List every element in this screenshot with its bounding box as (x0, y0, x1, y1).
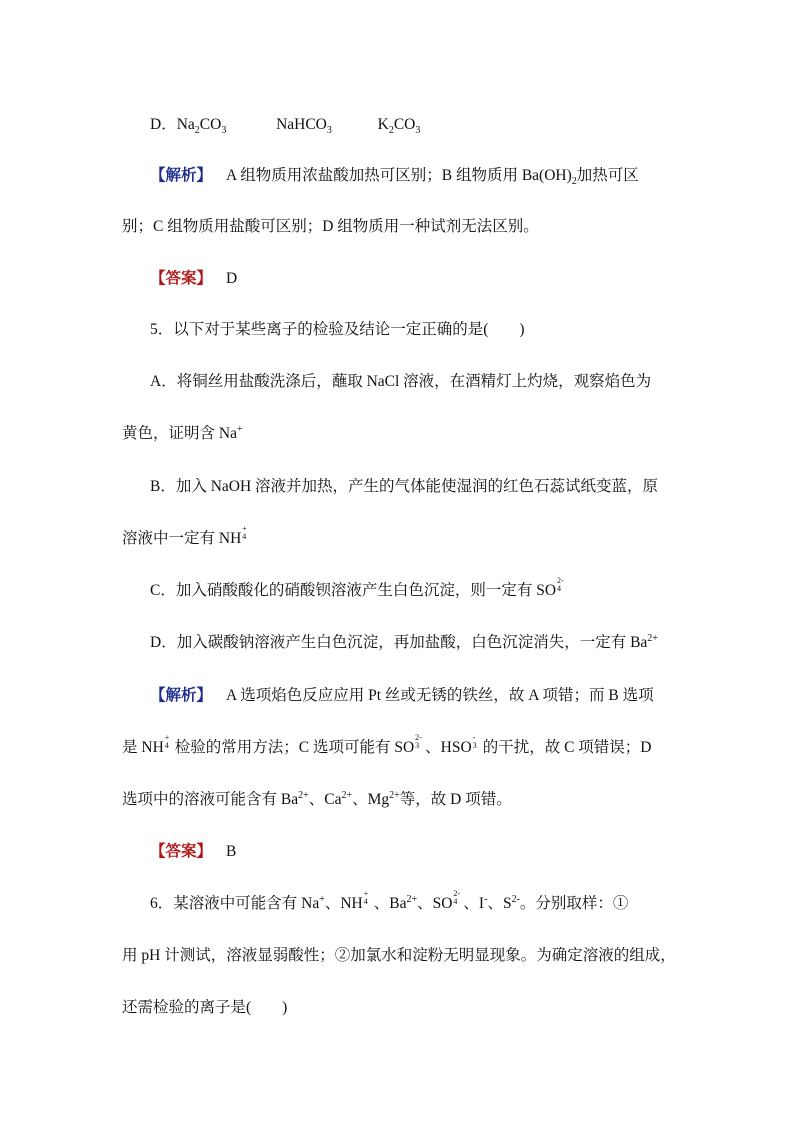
ion-charge-stack: 2- 4 (453, 889, 461, 906)
q5-analysis-line-1: 【解析】 A 选项焰色反应应用 Pt 丝或无锈的铁丝，故 A 项错；而 B 选项 (150, 687, 654, 704)
answer-tag: 【答案】 (150, 843, 213, 860)
answer-value: D (226, 270, 238, 287)
q6-stem-line-2: 用 pH 计测试，溶液显弱酸性；②加氯水和淀粉无明显现象。为确定溶液的组成， (122, 947, 676, 964)
q5-option-a-line-2: 黄色，证明含 Na+ (122, 423, 243, 442)
answer-tag: 【答案】 (150, 270, 213, 287)
q6-stem-line-3: 还需检验的离子是( ) (122, 999, 288, 1016)
q4-analysis-line-2: 别；C 组物质用盐酸可区别；D 组物质用一种试剂无法区别。 (122, 218, 539, 235)
q4-analysis-line-1: 【解析】 A 组物质用浓盐酸加热可区别；B 组物质用 $Ba(OH)_2$加热可区 (150, 167, 639, 188)
q5-option-c: C．加入硝酸酸化的硝酸钡溶液产生白色沉淀，则一定有 SO 2- 4 (150, 581, 567, 601)
analysis-tag: 【解析】 (150, 167, 213, 184)
ion-charge-stack: + 4 (164, 733, 170, 750)
q5-stem: 5．以下对于某些离子的检验及结论一定正确的是( ) (150, 321, 525, 338)
q4-option-d: D．$Na_2CO_3$ NaHCO$_3$ $K_2CO_3$ (150, 116, 421, 137)
q4-answer (150, 269, 237, 289)
q5-analysis-line-3: 选项中的溶液可能含有 $Ba^{2+}$、$Ca^{2+}$、$Mg^{2+}$等，故 D 项错。 (122, 789, 512, 808)
q5-option-b-line-2: 溶液中一定有 NH + 4 (122, 529, 252, 549)
ion-charge-stack: + 4 (363, 889, 369, 906)
q5-option-b-line-1: B．加入 NaOH 溶液并加热，产生的气体能使湿润的红色石蕊试纸变蓝，原 (150, 478, 659, 495)
ion-charge-stack: 2- 4 (557, 576, 564, 593)
analysis-tag: 【解析】 (150, 687, 213, 704)
q5-option-a-line-1: A．将铜丝用盐酸洗涤后，蘸取 NaCl 溶液，在酒精灯上灼烧，观察焰色为 (150, 373, 652, 390)
q5-answer (150, 842, 236, 862)
q6-stem-line-1: 6．某溶液中可能含有 Na+、NH + 4 、$Ba^{2+}$、SO 2- 4 、I-、$S^{2-}$。分别取样：① (150, 889, 629, 912)
ion-charge-stack: + 4 (242, 524, 247, 541)
q5-option-d: D．加入碳酸钠溶液产生白色沉淀，再加盐酸，白色沉淀消失，一定有 $Ba^{2+}$ (150, 632, 658, 651)
q5-analysis-line-2: 是 NH + 4 检验的常用方法；C 选项可能有 SO 2- 3 、HSO - 3 的干扰，故 C 项错误；D (122, 733, 652, 756)
ion-charge-stack: - 3 (472, 733, 477, 750)
answer-value: B (226, 843, 237, 860)
ion-charge-stack: 2- 3 (415, 733, 422, 750)
